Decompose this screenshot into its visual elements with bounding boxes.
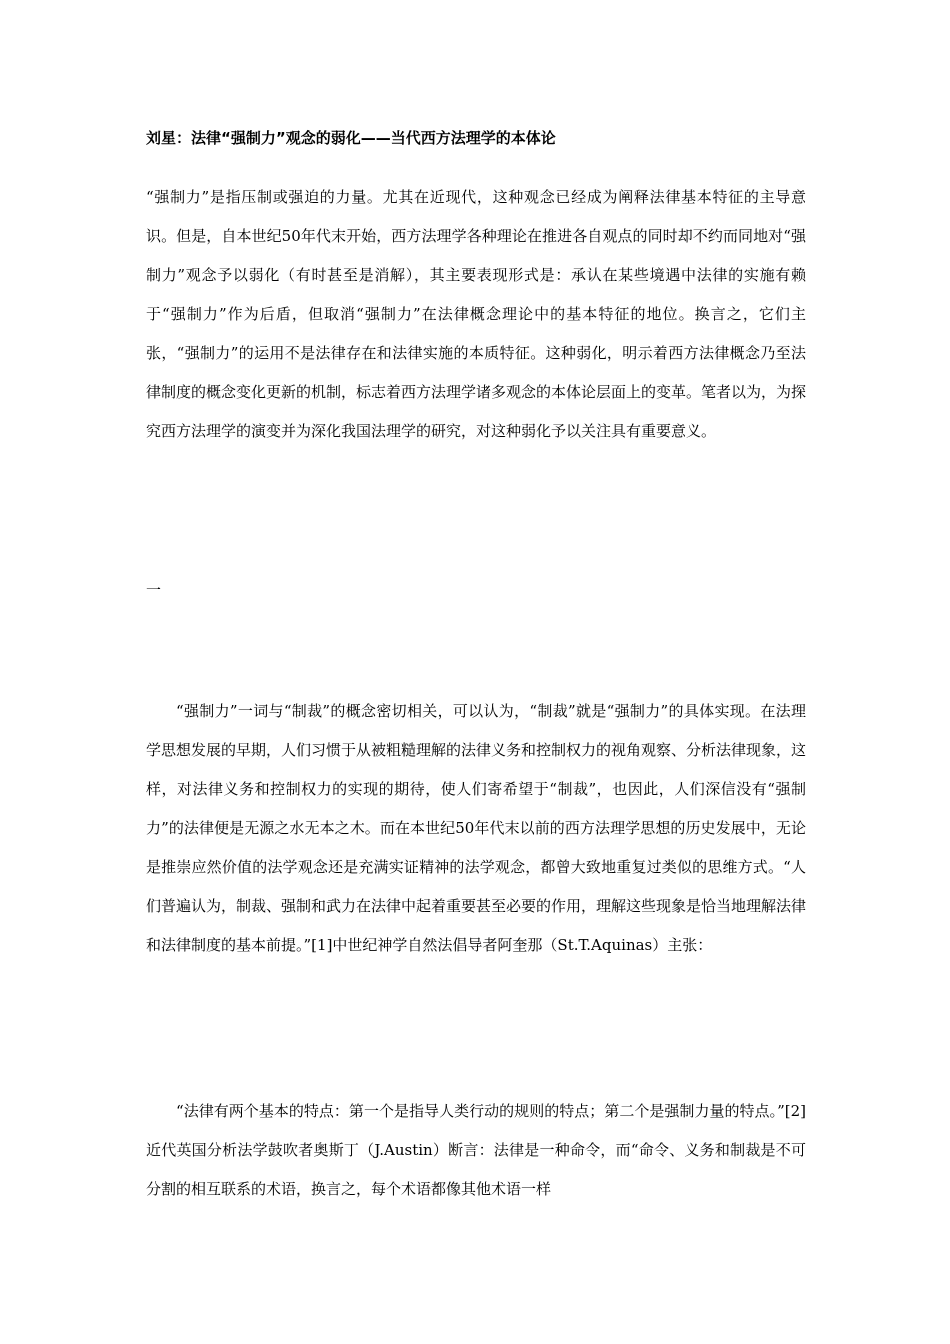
paragraph-intro: “强制力”是指压制或强迫的力量。尤其在近现代，这种观念已经成为阐释法律基本特征的主导意识。但是，自本世纪50年代末开始，西方法理学各种理论在推进各自观点的同时却不约而同地对“强制力”观念予以弱化（有时甚至是消解），其主要表现形式是：承认在某些境遇中法律的实施有赖于“强制力”作为后盾，但取消“强制力”在法律概念理论中的基本特征的地位。换言之，它们主张，“强制力”的运用不是法律存在和法律实施的本质特征。这种弱化，明示着西方法律概念乃至法律制度的概念变化更新的机制，标志着西方法理学诸多观念的本体论层面上的变革。笔者以为，为探究西方法理学的演变并为深化我国法理学的研究，对这种弱化予以关注具有重要意义。	[146, 188, 807, 440]
paragraph-section-one: “强制力”一词与“制裁”的概念密切相关，可以认为，“制裁”就是“强制力”的具体实现。在法理学思想发展的早期，人们习惯于从被粗糙理解的法律义务和控制权力的视角观察、分析法律现象，这样，对法律义务和控制权力的实现的期待，使人们寄希望于“制裁”，也因此，人们深信没有“强制力”的法律便是无源之水无本之木。而在本世纪50年代末以前的西方法理学思想的历史发展中，无论是推崇应然价值的法学观念还是充满实证精神的法学观念，都曾大致地重复过类似的思维方式。“人们普遍认为，制裁、强制和武力在法律中起着重要甚至必要的作用，理解这些现象是恰当地理解法律和法律制度的基本前提。”[1]中世纪神学自然法倡导者阿奎那（St.T.Aquinas）主张：	[146, 702, 807, 954]
section-number: 一	[146, 581, 162, 599]
paragraph-austin-quote: “法律有两个基本的特点：第一个是指导人类行动的规则的特点；第二个是强制力量的特点。”[2]近代英国分析法学鼓吹者奥斯丁（J.Austin）断言：法律是一种命令，而“命令、义务和制裁是不可分割的相互联系的术语，换言之，每个术语都像其他术语一样	[146, 1102, 806, 1198]
document-title: 刘星：法律“强制力”观念的弱化——当代西方法理学的本体论	[146, 129, 556, 147]
